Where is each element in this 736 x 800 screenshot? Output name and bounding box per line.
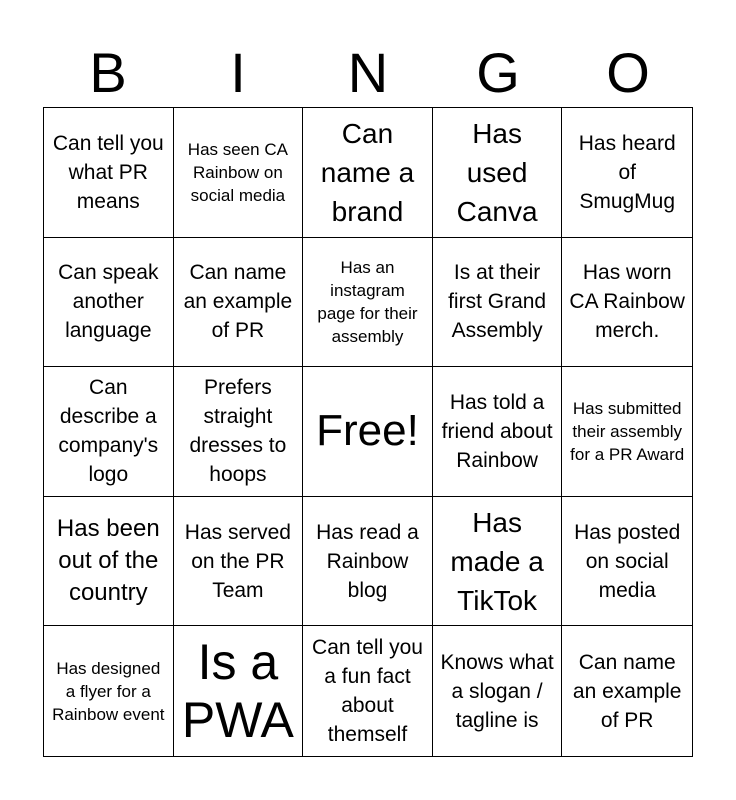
cell-text: Has posted on social media — [574, 520, 681, 602]
bingo-cell-r3c5[interactable] — [562, 367, 692, 497]
header-letter-n: N — [347, 41, 389, 104]
cell-text: Can tell you what PR means — [52, 131, 164, 213]
cell-text: Is at their first Grand Assembly — [448, 261, 547, 343]
cell-text: Has used Canva — [456, 117, 538, 227]
cell-text: Has made a TikTok — [450, 506, 544, 616]
bingo-cell-r2c4[interactable] — [433, 238, 563, 368]
cell-text: Can speak another language — [58, 261, 159, 343]
bingo-board — [43, 107, 693, 757]
cell-text: Can tell you a fun fact about themself — [312, 636, 423, 747]
cell-text: Has been out of the country — [56, 515, 160, 607]
bingo-cell-r4c1[interactable] — [44, 497, 174, 627]
bingo-cell-r1c1[interactable] — [44, 108, 174, 238]
bingo-header — [43, 40, 693, 106]
bingo-cell-r2c5[interactable] — [562, 238, 692, 368]
cell-text: Can name a brand — [320, 117, 415, 227]
header-letter-g: G — [476, 41, 520, 104]
bingo-cell-r4c2[interactable] — [174, 497, 304, 627]
cell-text: Has seen CA Rainbow on social media — [187, 139, 288, 205]
bingo-cell-r5c4[interactable] — [433, 626, 563, 756]
header-letter-o: O — [606, 41, 650, 104]
cell-text: Can name an example of PR — [572, 650, 682, 732]
bingo-cell-r1c2[interactable] — [174, 108, 304, 238]
bingo-cell-r4c5[interactable] — [562, 497, 692, 627]
bingo-cell-r5c3[interactable] — [303, 626, 433, 756]
bingo-cell-r5c5[interactable] — [562, 626, 692, 756]
bingo-cell-r5c1[interactable] — [44, 626, 174, 756]
cell-text: Can name an example of PR — [183, 261, 293, 343]
cell-text: Has read a Rainbow blog — [316, 520, 419, 602]
cell-text: Knows what a slogan / tagline is — [440, 650, 554, 732]
bingo-cell-r2c3[interactable] — [303, 238, 433, 368]
bingo-cell-r2c2[interactable] — [174, 238, 304, 368]
cell-text: Has heard of SmugMug — [578, 131, 676, 213]
bingo-cell-r3c1[interactable] — [44, 367, 174, 497]
bingo-cell-r1c3[interactable] — [303, 108, 433, 238]
cell-text: Has told a friend about Rainbow — [441, 390, 553, 472]
bingo-cell-free[interactable] — [303, 367, 433, 497]
bingo-cell-r3c2[interactable] — [174, 367, 304, 497]
bingo-cell-r2c1[interactable] — [44, 238, 174, 368]
cell-text: Has designed a flyer for a Rainbow event — [52, 658, 165, 724]
cell-text: Has served on the PR Team — [184, 520, 291, 602]
cell-text: Is a PWA — [181, 634, 294, 749]
cell-text: Prefers straight dresses to hoops — [189, 376, 287, 487]
cell-text: Has submitted their assembly for a PR Award — [570, 398, 685, 464]
bingo-cell-r3c4[interactable] — [433, 367, 563, 497]
free-space-text: Free! — [316, 406, 419, 456]
cell-text: Can describe a company's logo — [58, 376, 159, 487]
bingo-cell-r1c5[interactable] — [562, 108, 692, 238]
bingo-cell-r4c3[interactable] — [303, 497, 433, 627]
header-letter-i: I — [230, 41, 246, 104]
header-letter-b: B — [89, 41, 127, 104]
bingo-cell-r4c4[interactable] — [433, 497, 563, 627]
bingo-cell-r1c4[interactable] — [433, 108, 563, 238]
bingo-cell-r5c2[interactable] — [174, 626, 304, 756]
cell-text: Has worn CA Rainbow merch. — [569, 261, 685, 343]
cell-text: Has an instagram page for their assembly — [317, 257, 418, 346]
